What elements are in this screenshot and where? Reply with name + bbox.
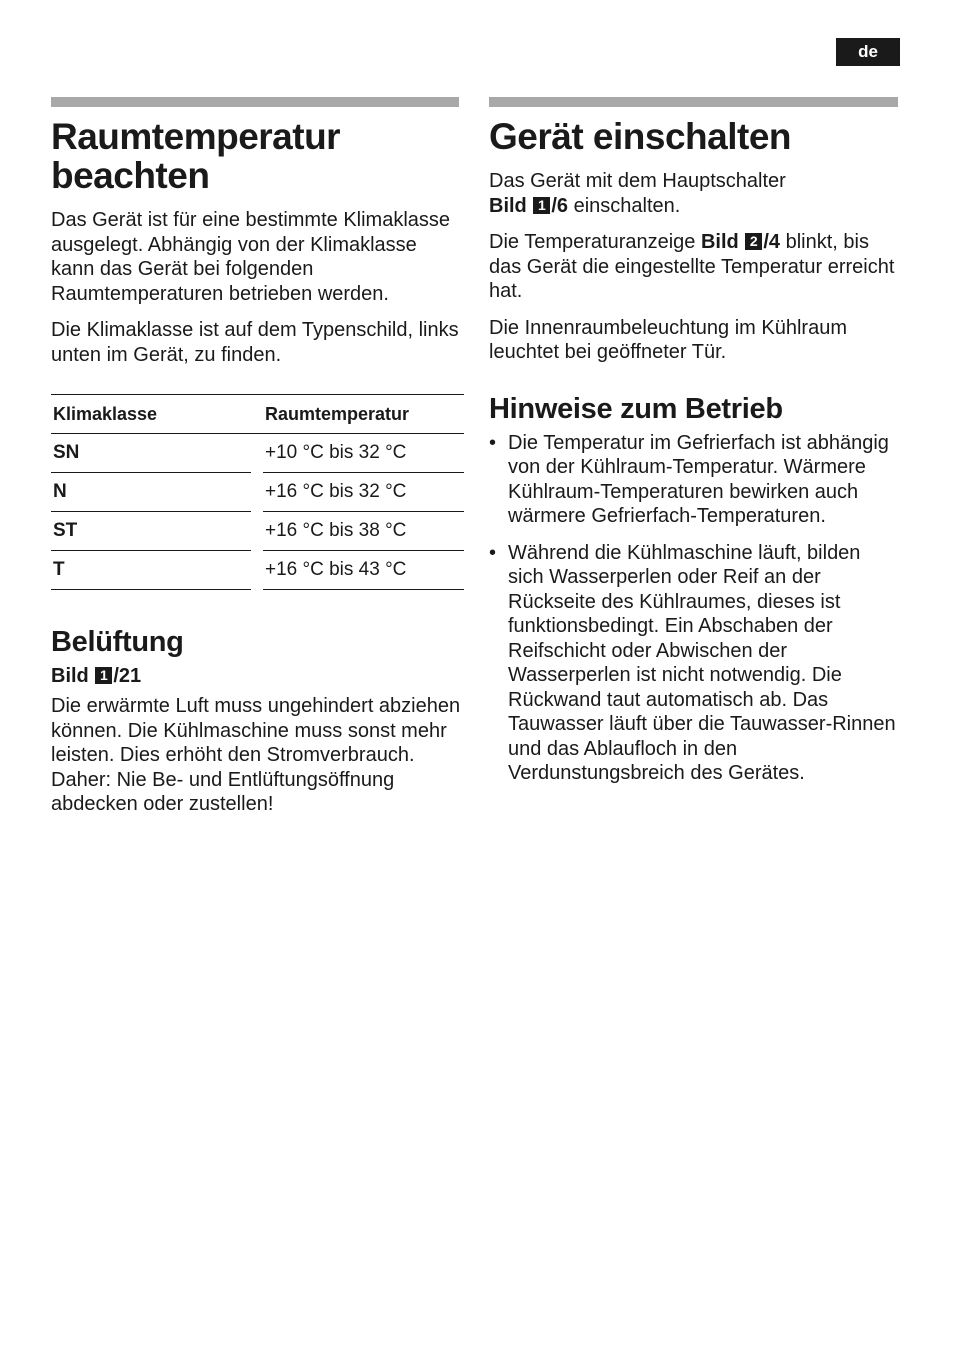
figure-number-badge: 1 [95, 667, 112, 684]
paragraph-klimaklasse: Das Gerät ist für eine bestimmte Klimaklasse ausgelegt. Abhängig von der Klimaklasse kann das Gerät bei folgenden Raumtemperaturen betrieben werden. [51, 209, 451, 305]
bild-ref: /4 [763, 231, 781, 253]
list-item [489, 541, 898, 786]
table-row [51, 434, 464, 473]
section-rule [51, 97, 459, 107]
bild-label: Bild [489, 194, 527, 217]
list-item [489, 431, 898, 529]
table-cell-klasse: T [51, 551, 251, 590]
klimaklasse-table [51, 394, 464, 590]
section-rule [489, 97, 898, 107]
table-header-row [51, 395, 464, 434]
table-gap [251, 395, 263, 434]
figure-number-badge: 1 [533, 197, 550, 214]
text: Das Gerät mit dem Hauptschalter [489, 170, 786, 192]
table-cell-klasse: N [51, 473, 251, 512]
paragraph-belueftung: Die erwärmte Luft muss ungehindert abziehen können. Die Kühlmaschine muss sonst mehr leisten. Dies erhöht den Stromverbrauch. [51, 695, 461, 766]
bullet-icon: • [489, 431, 497, 454]
text: Die Temperaturanzeige [489, 231, 696, 253]
section-title-raumtemperatur [51, 117, 464, 195]
text: einschalten. [573, 194, 681, 217]
bild-reference-belueftung [51, 664, 464, 688]
table-header-klimaklasse: Klimaklasse [51, 395, 251, 434]
list-item-text: Die Temperatur im Gefrierfach ist abhängig von der Kühlraum-Temperatur. Wärmere Kühlraum-Temperaturen bewirken auch wärmere Gefrierfach-Temperaturen. [508, 431, 889, 527]
bullet-icon: • [489, 541, 497, 564]
table-row [51, 473, 464, 512]
paragraph-innenraumbeleuchtung: Die Innenraumbeleuchtung im Kühlraum leuchtet bei geöffneter Tür. [489, 316, 847, 363]
table-cell-temp: +16 °C bis 32 °C [263, 473, 464, 512]
table-cell-temp: +16 °C bis 43 °C [263, 551, 464, 590]
table-gap [251, 512, 263, 551]
right-column [489, 97, 898, 798]
table-gap [251, 551, 263, 590]
table-cell-klasse: SN [51, 434, 251, 473]
bild-ref: /21 [113, 665, 142, 687]
table-row [51, 512, 464, 551]
table-cell-temp: +16 °C bis 38 °C [263, 512, 464, 551]
spacer [489, 377, 898, 393]
paragraph-temperaturanzeige [489, 230, 898, 304]
list-item-text: Während die Kühlmaschine läuft, bilden sich Wasserperlen oder Reif an der Rückseite des Kühlraumes, dieses ist funktionsbedingt. Ein Abschaben der Reifschicht oder Abwischen der Wasserperlen ist nicht notwendig. Die Rückwand taut automatisch ab. Das Tauwasser läuft über die Tauwasser-Rinnen und das Ablaufloch in den Verdunstungsbreich des Gerätes. [508, 541, 896, 784]
table-cell-temp: +10 °C bis 32 °C [263, 434, 464, 473]
text: blinkt, bis das Gerät die eingestellte Temperatur erreicht hat. [489, 231, 895, 302]
title-line-2: beachten [51, 155, 210, 196]
table-header-raumtemperatur: Raumtemperatur [263, 395, 464, 434]
paragraph-belueftung-warning: Daher: Nie Be- und Entlüftungsöffnung abdecken oder zustellen! [51, 768, 395, 815]
paragraph-hauptschalter [489, 169, 898, 218]
language-badge: de [836, 38, 900, 66]
table-gap [251, 473, 263, 512]
table-row [51, 551, 464, 590]
table-gap [251, 434, 263, 473]
paragraph-typenschild: Die Klimaklasse ist auf dem Typenschild, links unten im Gerät, zu finden. [51, 319, 459, 366]
section-title-geraet-einschalten: Gerät einschalten [489, 116, 792, 157]
title-line-1: Raumtemperatur [51, 116, 341, 157]
bild-ref: /6 [551, 194, 569, 217]
bild-label: Bild [700, 231, 739, 253]
hinweise-list [489, 431, 898, 786]
bild-label: Bild [51, 665, 89, 687]
section-title-hinweise: Hinweise zum Betrieb [489, 392, 783, 425]
left-column [51, 97, 464, 829]
table-cell-klasse: ST [51, 512, 251, 551]
figure-number-badge: 2 [745, 233, 762, 250]
section-title-belueftung: Belüftung [51, 626, 184, 658]
